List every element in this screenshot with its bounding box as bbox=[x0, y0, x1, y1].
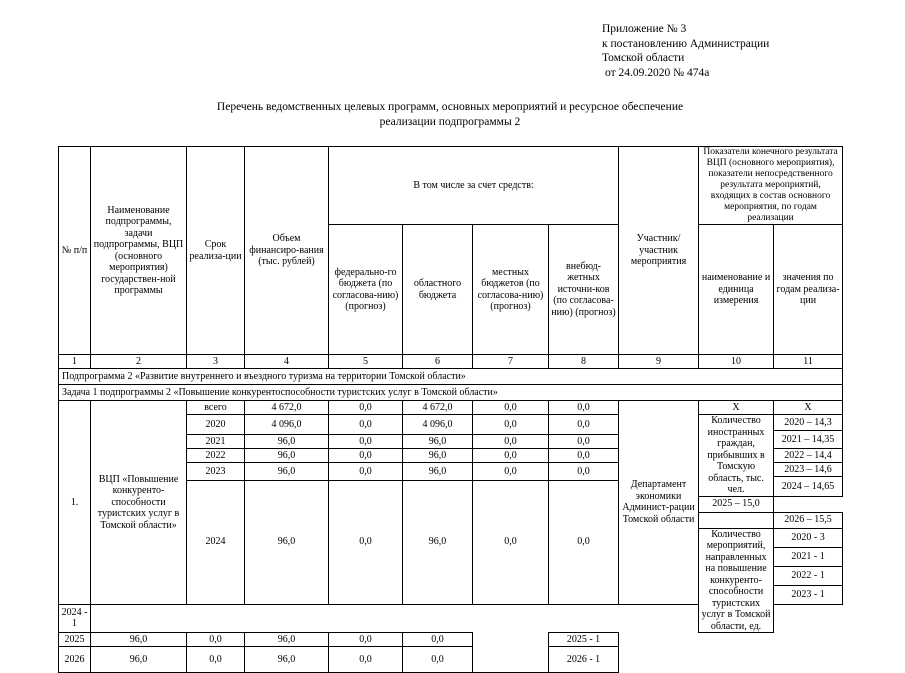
cell-extra: 0,0 bbox=[549, 401, 619, 415]
indicator-value: 2021 – 14,35 bbox=[774, 431, 843, 449]
header-num: № п/п bbox=[59, 147, 91, 355]
appendix-line: Приложение № 3 bbox=[602, 23, 687, 35]
indicator-value: 2026 - 1 bbox=[549, 647, 619, 673]
indicator-name: Количество иностранных граждан, прибывших в Томскую область, тыс. чел. bbox=[699, 415, 774, 497]
appendix-line: Томской области bbox=[602, 52, 685, 64]
header-extra: внебюд-жетных источни-ков (по согласова-нию) (прогноз) bbox=[549, 225, 619, 355]
task-row: Задача 1 подпрограммы 2 «Повышение конкурентоспособности туристских услуг в Томской области» bbox=[59, 385, 843, 401]
column-number: 1 bbox=[59, 355, 91, 369]
header-federal: федерально-го бюджета (по согласова-нию) (прогноз) bbox=[329, 225, 403, 355]
indicator-value: 2024 – 14,65 bbox=[774, 477, 843, 497]
cell-regional: 96,0 bbox=[403, 462, 473, 480]
cell-federal: 0,0 bbox=[329, 480, 403, 604]
cell-federal: 0,0 bbox=[329, 462, 403, 480]
column-number: 7 bbox=[473, 355, 549, 369]
cell-extra: 0,0 bbox=[549, 480, 619, 604]
column-number: 9 bbox=[619, 355, 699, 369]
document-title bbox=[160, 100, 740, 129]
header-volume: Объем финансиро-вания (тыс. рублей) bbox=[245, 147, 329, 355]
cell-volume: 96,0 bbox=[245, 434, 329, 448]
cell-local: 0,0 bbox=[473, 415, 549, 435]
cell-federal: 0,0 bbox=[187, 647, 245, 673]
column-number: 5 bbox=[329, 355, 403, 369]
header-including: В том числе за счет средств: bbox=[329, 147, 619, 225]
indicator-value: 2022 - 1 bbox=[774, 566, 843, 585]
indicator-value: 2023 – 14,6 bbox=[774, 462, 843, 476]
cell-regional: 96,0 bbox=[245, 647, 329, 673]
item-number: 1. bbox=[59, 401, 91, 605]
header-local: местных бюджетов (по согласова-нию) (прогноз) bbox=[473, 225, 549, 355]
cell-local: 0,0 bbox=[473, 401, 549, 415]
indicator-spacer bbox=[699, 512, 774, 528]
cell-term: 2024 bbox=[187, 480, 245, 604]
cell-term: 2023 bbox=[187, 462, 245, 480]
cell-volume: 96,0 bbox=[91, 633, 187, 647]
cell-regional: 96,0 bbox=[403, 434, 473, 448]
cell-federal: 0,0 bbox=[329, 434, 403, 448]
column-number: 11 bbox=[774, 355, 843, 369]
cell-regional: 4 672,0 bbox=[403, 401, 473, 415]
indicator-value: 2022 – 14,4 bbox=[774, 448, 843, 462]
cell-federal: 0,0 bbox=[329, 401, 403, 415]
cell-local: 0,0 bbox=[329, 633, 403, 647]
cell-volume: 96,0 bbox=[245, 448, 329, 462]
cell-term: 2020 bbox=[187, 415, 245, 435]
indicator-value: 2021 - 1 bbox=[774, 547, 843, 566]
indicator-value: 2024 - 1 bbox=[59, 604, 91, 633]
cell-local: 0,0 bbox=[473, 448, 549, 462]
cell-federal: 0,0 bbox=[329, 415, 403, 435]
column-number: 2 bbox=[91, 355, 187, 369]
cell-term: 2025 bbox=[59, 633, 91, 647]
header-indicator-name: наименование и единица измерения bbox=[699, 225, 774, 355]
table-row bbox=[59, 401, 843, 415]
program-table bbox=[58, 146, 843, 673]
indicator-value: 2020 – 14,3 bbox=[774, 415, 843, 431]
cell-term: 2026 bbox=[59, 647, 91, 673]
indicator-value: 2025 - 1 bbox=[549, 633, 619, 647]
header-participant: Участник/ участник мероприятия bbox=[619, 147, 699, 355]
indicator-value: 2020 - 3 bbox=[774, 528, 843, 547]
cell-extra: 0,0 bbox=[403, 647, 473, 673]
column-number: 6 bbox=[403, 355, 473, 369]
appendix-block bbox=[602, 22, 769, 80]
indicator-name: Количество мероприятий, направленных на повышение конкуренто-способности туристских услуг в Томской области, ед. bbox=[699, 528, 774, 633]
cell-federal: 0,0 bbox=[187, 633, 245, 647]
header-term: Срок реализа-ции bbox=[187, 147, 245, 355]
header-regional: областного бюджета bbox=[403, 225, 473, 355]
cell-local: 0,0 bbox=[473, 462, 549, 480]
cell-extra: 0,0 bbox=[403, 633, 473, 647]
cell-volume: 96,0 bbox=[245, 462, 329, 480]
column-number: 10 bbox=[699, 355, 774, 369]
column-number: 8 bbox=[549, 355, 619, 369]
header-indicator-values: значения по годам реализа-ции bbox=[774, 225, 843, 355]
title-line: реализации подпрограммы 2 bbox=[379, 115, 521, 128]
cell-local: 0,0 bbox=[473, 434, 549, 448]
cell-federal: 0,0 bbox=[329, 448, 403, 462]
cell-term: 2022 bbox=[187, 448, 245, 462]
item-name: ВЦП «Повышение конкуренто-способности туристских услуг в Томской области» bbox=[91, 401, 187, 605]
cell-term: всего bbox=[187, 401, 245, 415]
indicator-x: Х bbox=[774, 401, 843, 415]
cell-volume: 4 096,0 bbox=[245, 415, 329, 435]
header-name: Наименование подпрограммы, задачи подпрограммы, ВЦП (основного мероприятия) государствен-ной программы bbox=[91, 147, 187, 355]
cell-regional: 4 096,0 bbox=[403, 415, 473, 435]
indicator-value: 2023 - 1 bbox=[774, 585, 843, 604]
indicator-x: Х bbox=[699, 401, 774, 415]
cell-extra: 0,0 bbox=[549, 462, 619, 480]
cell-volume: 4 672,0 bbox=[245, 401, 329, 415]
cell-extra: 0,0 bbox=[549, 448, 619, 462]
indicator-value: 2026 – 15,5 bbox=[774, 512, 843, 528]
title-line: Перечень ведомственных целевых программ, основных мероприятий и ресурсное обеспечение bbox=[216, 101, 684, 113]
subprogram-row: Подпрограмма 2 «Развитие внутреннего и въездного туризма на территории Томской области» bbox=[59, 369, 843, 385]
cell-local: 0,0 bbox=[329, 647, 403, 673]
appendix-line: к постановлению Администрации bbox=[602, 37, 770, 50]
cell-local: 0,0 bbox=[473, 480, 549, 604]
cell-extra: 0,0 bbox=[549, 415, 619, 435]
cell-volume: 96,0 bbox=[245, 480, 329, 604]
indicator-name-continued bbox=[473, 633, 549, 673]
indicator-value: 2025 – 15,0 bbox=[699, 496, 774, 512]
cell-regional: 96,0 bbox=[403, 448, 473, 462]
cell-extra: 0,0 bbox=[549, 434, 619, 448]
column-number: 4 bbox=[245, 355, 329, 369]
cell-term: 2021 bbox=[187, 434, 245, 448]
column-number: 3 bbox=[187, 355, 245, 369]
item-participant: Департамент экономики Админист-рации Томской области bbox=[619, 401, 699, 605]
table-row bbox=[59, 647, 843, 673]
appendix-line: от 24.09.2020 № 474а bbox=[605, 66, 710, 79]
cell-regional: 96,0 bbox=[403, 480, 473, 604]
column-numbers-row bbox=[59, 355, 843, 369]
header-indicators: Показатели конечного результата ВЦП (основного мероприятия), показатели непосредственного результата мероприятий, входящих в состав основного мероприятия, по годам реализации bbox=[699, 147, 843, 225]
cell-regional: 96,0 bbox=[245, 633, 329, 647]
cell-volume: 96,0 bbox=[91, 647, 187, 673]
